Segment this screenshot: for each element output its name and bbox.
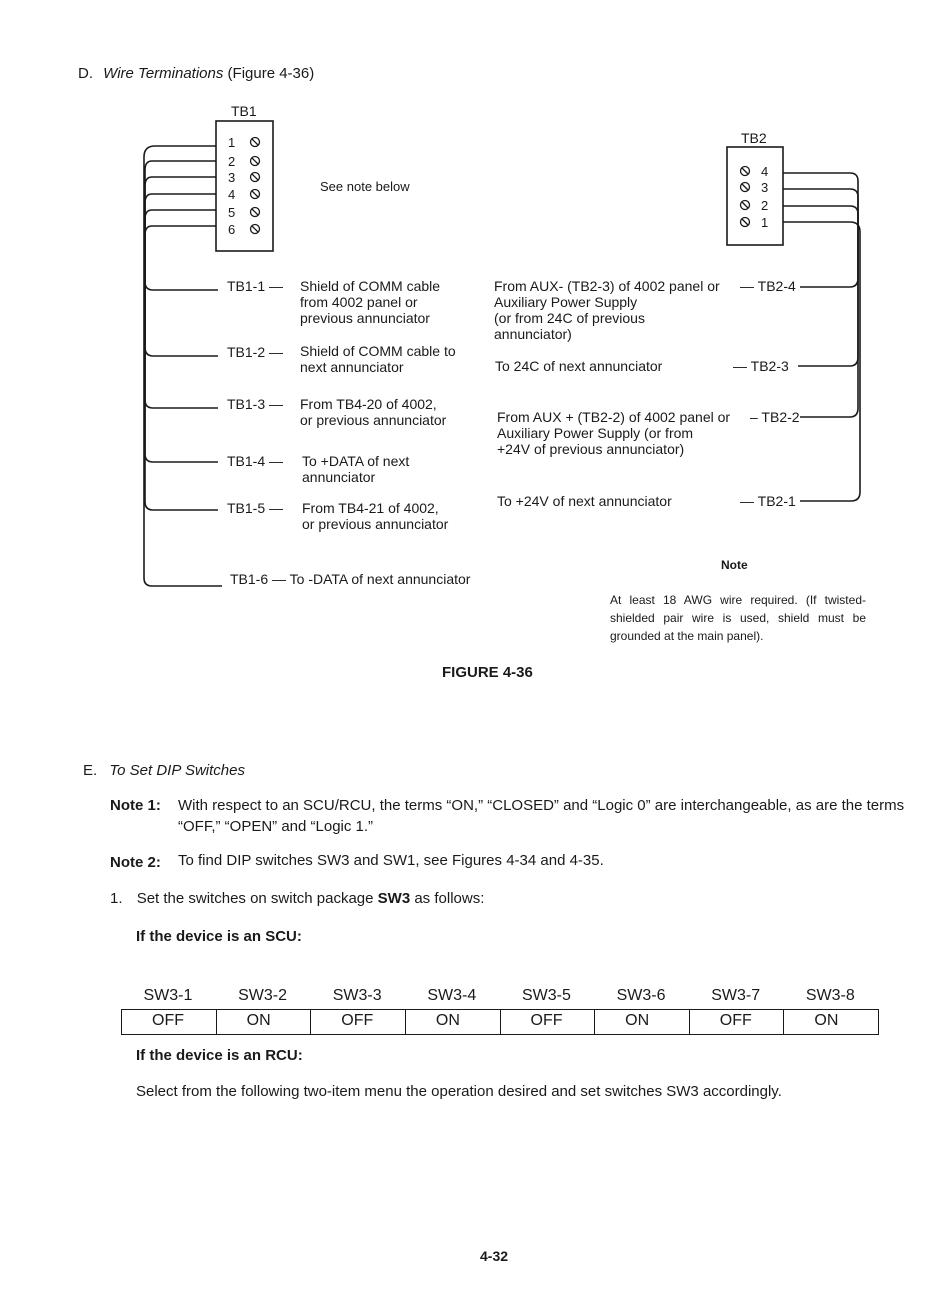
section-e-letter: E.: [83, 762, 98, 779]
note-title: Note: [721, 558, 748, 572]
tb2-row-3-id: — TB2-3: [733, 358, 789, 374]
rcu-text: Select from the following two-item menu the operation desired and set switches SW3 accordingly.: [136, 1083, 782, 1100]
tb2-wires: [783, 173, 860, 501]
tb1-row-1-desc: Shield of COMM cable from 4002 panel or previous annunciator: [300, 278, 441, 326]
dip-value-7: OFF: [689, 1010, 784, 1035]
note-2-label: Note 2:: [110, 854, 161, 871]
tb2-term-4: 4: [761, 164, 769, 179]
dip-header-5: SW3-5: [522, 987, 571, 1004]
dip-header-2: SW3-2: [238, 987, 288, 1004]
tb1-term-6: 6: [228, 222, 236, 237]
tb1-term-4: 4: [228, 187, 236, 202]
step-1-tail: as follows:: [414, 890, 485, 907]
tb2-row-3-desc: To 24C of next annunciator: [495, 358, 663, 374]
dip-switch-table: [121, 987, 879, 1035]
dip-header-7: SW3-7: [711, 987, 761, 1004]
dip-header-3: SW3-3: [332, 987, 382, 1004]
tb1-row-1-id: TB1-1 —: [227, 278, 284, 294]
tb2-term-2: 2: [761, 198, 769, 213]
step-1: [110, 890, 484, 907]
note-2-text: To find DIP switches SW3 and SW1, see Figures 4-34 and 4-35.: [178, 852, 604, 869]
dip-value-6: ON: [595, 1010, 690, 1035]
rcu-heading: If the device is an RCU:: [136, 1047, 303, 1064]
dip-value-2: ON: [216, 1010, 311, 1035]
note-text: At least 18 AWG wire required. (If twisted-shielded pair wire is used, shield must be grounded at the main panel).: [610, 593, 866, 643]
dip-header-8: SW3-8: [805, 987, 855, 1004]
tb1-term-5: 5: [228, 205, 236, 220]
dip-value-5: OFF: [500, 1010, 595, 1035]
step-1-num: 1.: [110, 890, 123, 907]
tb1-wires: [144, 146, 222, 586]
tb2-row-4-desc: From AUX- (TB2-3) of 4002 panel or Auxiliary Power Supply (or from 24C of previous annunciator): [494, 278, 720, 342]
tb1-row-5-id: TB1-5 —: [227, 500, 284, 516]
section-d-title: Wire Terminations: [103, 65, 224, 82]
figure-caption: FIGURE 4-36: [442, 664, 533, 681]
dip-value-4: ON: [405, 1010, 500, 1035]
tb1-row-6: TB1-6 — To -DATA of next annunciator: [230, 571, 471, 587]
note-1-label: Note 1:: [110, 797, 161, 814]
tb1-term-3: 3: [228, 170, 236, 185]
tb1-row-5-desc: From TB4-21 of 4002, or previous annunciator: [302, 500, 449, 532]
scu-heading: If the device is an SCU:: [136, 928, 302, 945]
tb2-term-3: 3: [761, 180, 769, 195]
see-note-text: See note below: [320, 179, 410, 194]
section-e-title: To Set DIP Switches: [109, 762, 245, 779]
tb1-row-3-desc: From TB4-20 of 4002, or previous annunciator: [300, 396, 447, 428]
tb2-row-2-desc: From AUX + (TB2-2) of 4002 panel or Auxiliary Power Supply (or from +24V of previous annunciator): [497, 409, 731, 457]
tb2-row-4-id: — TB2-4: [740, 278, 796, 294]
dip-header-6: SW3-6: [616, 987, 666, 1004]
dip-header-4: SW3-4: [427, 987, 477, 1004]
tb2-box: [727, 147, 783, 245]
dip-value-8: ON: [784, 1010, 879, 1035]
tb2-row-1-desc: To +24V of next annunciator: [497, 493, 672, 509]
tb2-row-1-id: — TB2-1: [740, 493, 796, 509]
dip-header-1: SW3-1: [143, 987, 193, 1004]
section-d-letter: D.: [78, 65, 93, 82]
tb1-row-3-id: TB1-3 —: [227, 396, 284, 412]
tb2-label: TB2: [741, 130, 767, 146]
dip-value-row: [122, 1010, 879, 1035]
step-1-sw3: SW3: [377, 890, 411, 907]
tb2-row-2-id: – TB2-2: [750, 409, 800, 425]
note-1-text: With respect to an SCU/RCU, the terms “ON,” “CLOSED” and “Logic 0” are interchangeable, as are the terms “OFF,” “OPEN” and “Logic 1.”: [178, 797, 905, 835]
section-e-heading: [83, 762, 245, 779]
page-number: 4-32: [480, 1248, 509, 1264]
tb1-box: [216, 121, 273, 251]
section-d-ref: (Figure 4-36): [227, 65, 315, 82]
tb1-row-4-desc: To +DATA of next annunciator: [302, 453, 410, 485]
dip-value-3: OFF: [311, 1010, 406, 1035]
tb1-term-2: 2: [228, 154, 236, 169]
step-1-text: Set the switches on switch package: [136, 890, 374, 907]
tb1-term-1: 1: [228, 135, 236, 150]
tb2-term-1: 1: [761, 215, 769, 230]
tb1-row-2-desc: Shield of COMM cable to next annunciator: [300, 343, 456, 375]
tb1-row-2-id: TB1-2 —: [227, 344, 284, 360]
dip-value-1: OFF: [122, 1010, 217, 1035]
tb1-label: TB1: [231, 103, 257, 119]
tb1-row-4-id: TB1-4 —: [227, 453, 284, 469]
dip-header-row: [122, 987, 879, 1010]
